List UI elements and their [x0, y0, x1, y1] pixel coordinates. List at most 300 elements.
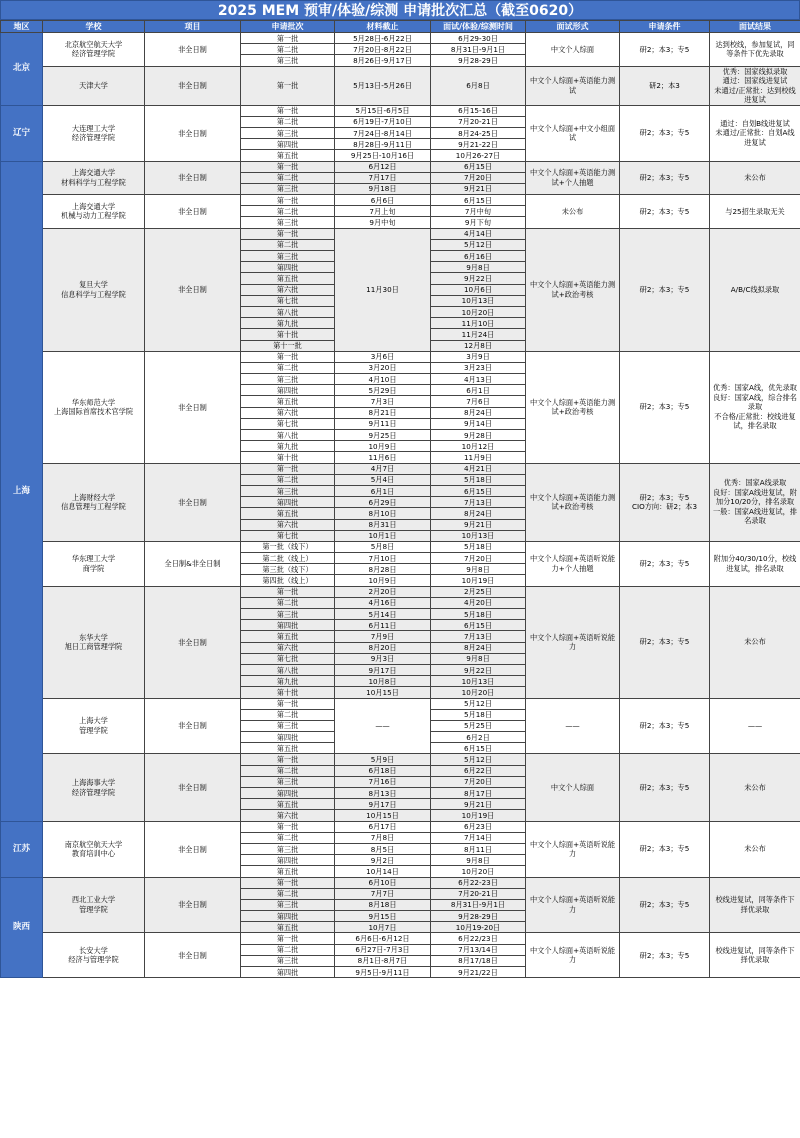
program-cell: 非全日制 — [145, 228, 241, 351]
header-region: 地区 — [1, 21, 43, 33]
batch-cell: 第三批 — [241, 720, 335, 731]
school-cell: 北京航空航天大学 经济管理学院 — [43, 33, 145, 67]
interview-time-cell: 9月28-29日 — [431, 55, 526, 66]
region-cell: 辽宁 — [1, 105, 43, 161]
batch-cell: 第七批 — [241, 653, 335, 664]
interview-time-cell: 6月15日 — [431, 743, 526, 754]
interview-time-cell: 11月24日 — [431, 329, 526, 340]
batch-cell: 第十一批 — [241, 340, 335, 351]
deadline-cell: 6月1日 — [335, 485, 431, 496]
batch-cell: 第五批 — [241, 922, 335, 933]
region-cell: 北京 — [1, 33, 43, 106]
deadline-cell: 10月9日 — [335, 441, 431, 452]
batch-cell: 第九批 — [241, 441, 335, 452]
interview-time-cell: 9月14日 — [431, 418, 526, 429]
conditions-cell: 研2；本3；专5 — [620, 541, 710, 586]
interview-form-cell: 中文个人综面+英语能力测试+个人抽题 — [526, 161, 620, 195]
deadline-cell: 10月1日 — [335, 530, 431, 541]
batch-cell: 第三批（线下） — [241, 564, 335, 575]
interview-time-cell: 8月31日-9月1日 — [431, 44, 526, 55]
deadline-cell: 8月31日 — [335, 519, 431, 530]
batch-cell: 第四批 — [241, 855, 335, 866]
interview-form-cell: 中文个人综面+英语能力测试+政治考核 — [526, 228, 620, 351]
interview-time-cell: 7月20日 — [431, 172, 526, 183]
interview-form-cell: 中文个人综面+英语能力测试+政治考核 — [526, 463, 620, 541]
deadline-cell: 10月8日 — [335, 676, 431, 687]
interview-form-cell: 中文个人综面+英语听说能力 — [526, 933, 620, 978]
interview-time-cell: 7月20日 — [431, 776, 526, 787]
deadline-cell: 7月上旬 — [335, 206, 431, 217]
batch-cell: 第八批 — [241, 430, 335, 441]
deadline-cell: 9月2日 — [335, 855, 431, 866]
batch-cell: 第四批 — [241, 385, 335, 396]
batch-cell: 第三批 — [241, 251, 335, 262]
table-row — [1, 586, 800, 597]
batch-cell: 第六批 — [241, 519, 335, 530]
conditions-cell: 研2；本3；专5 — [620, 33, 710, 67]
batch-cell: 第三批 — [241, 485, 335, 496]
result-cell: —— — [710, 698, 800, 754]
program-cell: 非全日制 — [145, 351, 241, 463]
batch-cell: 第三批 — [241, 899, 335, 910]
interview-time-cell: 8月11日 — [431, 843, 526, 854]
interview-time-cell: 6月22日 — [431, 765, 526, 776]
interview-time-cell: 6月22/23日 — [431, 933, 526, 944]
deadline-cell: 7月3日 — [335, 396, 431, 407]
deadline-cell: 4月16日 — [335, 597, 431, 608]
table-row — [1, 105, 800, 116]
deadline-cell: 9月11日 — [335, 418, 431, 429]
batch-cell: 第十批 — [241, 452, 335, 463]
interview-time-cell: 7月13日 — [431, 497, 526, 508]
interview-time-cell: 6月2日 — [431, 732, 526, 743]
result-cell: 通过：自划B线进复试 未通过/正常批：自划A线进复试 — [710, 105, 800, 161]
interview-time-cell: 5月12日 — [431, 239, 526, 250]
school-cell: 东华大学 旭日工商管理学院 — [43, 586, 145, 698]
school-cell: 华东师范大学 上海国际首席技术官学院 — [43, 351, 145, 463]
batch-cell: 第一批 — [241, 228, 335, 239]
conditions-cell: 研2；本3；专5 — [620, 586, 710, 698]
conditions-cell: 研2；本3；专5 — [620, 161, 710, 195]
deadline-cell: 6月12日 — [335, 161, 431, 172]
deadline-cell: 10月7日 — [335, 922, 431, 933]
region-cell: 陕西 — [1, 877, 43, 978]
deadline-cell: 8月28日 — [335, 564, 431, 575]
batch-cell: 第二批 — [241, 172, 335, 183]
deadline-cell: 6月6日 — [335, 195, 431, 206]
result-cell: 优秀：国家A线录取 良好：国家A线进复试，附加分10/20分，排名录取 一般：国家A线进复试，排名录取 — [710, 463, 800, 541]
table-row — [1, 33, 800, 44]
interview-time-cell: 6月22-23日 — [431, 877, 526, 888]
interview-time-cell: 8月24日 — [431, 508, 526, 519]
interview-time-cell: 9月21日 — [431, 519, 526, 530]
interview-time-cell: 9月21-22日 — [431, 139, 526, 150]
deadline-cell: 8月20日 — [335, 642, 431, 653]
result-cell: A/B/C线拟录取 — [710, 228, 800, 351]
interview-time-cell: 10月26-27日 — [431, 150, 526, 161]
school-cell: 复旦大学 信息科学与工程学院 — [43, 228, 145, 351]
interview-time-cell: 9月22日 — [431, 273, 526, 284]
batch-cell: 第九批 — [241, 676, 335, 687]
batch-cell: 第一批 — [241, 933, 335, 944]
interview-time-cell: 6月15日 — [431, 485, 526, 496]
deadline-cell: 7月17日 — [335, 172, 431, 183]
deadline-cell: 6月6日-6月12日 — [335, 933, 431, 944]
deadline-cell: 8月26日-9月17日 — [335, 55, 431, 66]
program-cell: 全日制&非全日制 — [145, 541, 241, 586]
deadline-cell: 9月25日-10月16日 — [335, 150, 431, 161]
interview-time-cell: 5月18日 — [431, 541, 526, 552]
batch-cell: 第一批 — [241, 821, 335, 832]
school-cell: 上海海事大学 经济管理学院 — [43, 754, 145, 821]
batch-cell: 第四批 — [241, 262, 335, 273]
table-row — [1, 754, 800, 765]
table-row — [1, 195, 800, 206]
conditions-cell: 研2；本3；专5 — [620, 821, 710, 877]
interview-time-cell: 10月20日 — [431, 687, 526, 698]
batch-cell: 第三批 — [241, 55, 335, 66]
header-program: 项目 — [145, 21, 241, 33]
program-cell: 非全日制 — [145, 33, 241, 67]
interview-form-cell: 中文个人综面 — [526, 754, 620, 821]
batch-cell: 第一批 — [241, 463, 335, 474]
deadline-cell: 11月6日 — [335, 452, 431, 463]
interview-time-cell: 10月6日 — [431, 284, 526, 295]
deadline-cell: 10月15日 — [335, 810, 431, 821]
interview-time-cell: 8月31日-9月1日 — [431, 899, 526, 910]
deadline-cell: —— — [335, 698, 431, 754]
program-cell: 非全日制 — [145, 821, 241, 877]
batch-cell: 第六批 — [241, 810, 335, 821]
deadline-cell: 5月4日 — [335, 474, 431, 485]
batch-cell: 第五批 — [241, 273, 335, 284]
result-cell: 校线进复试，同等条件下择优录取 — [710, 933, 800, 978]
region-cell: 上海 — [1, 161, 43, 821]
batch-cell: 第一批 — [241, 161, 335, 172]
batch-cell: 第七批 — [241, 295, 335, 306]
interview-time-cell: 10月20日 — [431, 866, 526, 877]
batch-cell: 第四批 — [241, 732, 335, 743]
deadline-cell: 6月18日 — [335, 765, 431, 776]
deadline-cell: 10月9日 — [335, 575, 431, 586]
interview-time-cell: 8月24-25日 — [431, 127, 526, 138]
interview-time-cell: 6月15-16日 — [431, 105, 526, 116]
deadline-cell: 11月30日 — [335, 228, 431, 351]
batch-cell: 第四批 — [241, 497, 335, 508]
conditions-cell: 研2；本3；专5 — [620, 228, 710, 351]
interview-form-cell: 中文个人综面+中文小组面试 — [526, 105, 620, 161]
interview-time-cell: 5月12日 — [431, 754, 526, 765]
interview-time-cell: 10月19日 — [431, 575, 526, 586]
result-cell: 未公布 — [710, 754, 800, 821]
deadline-cell: 7月8日 — [335, 832, 431, 843]
batch-cell: 第二批 — [241, 362, 335, 373]
interview-form-cell: 中文个人综面+英语听说能力+个人抽题 — [526, 541, 620, 586]
interview-time-cell: 3月23日 — [431, 362, 526, 373]
table-row — [1, 228, 800, 239]
interview-time-cell: 10月13日 — [431, 295, 526, 306]
table-row — [1, 821, 800, 832]
batch-cell: 第六批 — [241, 284, 335, 295]
batch-cell: 第一批 — [241, 586, 335, 597]
interview-time-cell: 9月22日 — [431, 664, 526, 675]
interview-time-cell: 7月20-21日 — [431, 116, 526, 127]
conditions-cell: 研2；本3；专5 CIO方向：研2；本3 — [620, 463, 710, 541]
deadline-cell: 9月15日 — [335, 911, 431, 922]
deadline-cell: 8月13日 — [335, 788, 431, 799]
program-cell: 非全日制 — [145, 66, 241, 105]
interview-time-cell: 3月9日 — [431, 351, 526, 362]
deadline-cell: 5月29日 — [335, 385, 431, 396]
batch-cell: 第一批 — [241, 33, 335, 44]
deadline-cell: 8月10日 — [335, 508, 431, 519]
interview-form-cell: —— — [526, 698, 620, 754]
batch-cell: 第六批 — [241, 642, 335, 653]
batch-cell: 第二批 — [241, 206, 335, 217]
interview-time-cell: 10月19-20日 — [431, 922, 526, 933]
batch-cell: 第二批（线上） — [241, 553, 335, 564]
deadline-cell: 5月8日 — [335, 541, 431, 552]
page-title: 2025 MEM 预审/体验/综测 申请批次汇总（截至0620） — [0, 0, 800, 20]
deadline-cell: 8月21日 — [335, 407, 431, 418]
batch-cell: 第七批 — [241, 530, 335, 541]
interview-time-cell: 9月21日 — [431, 799, 526, 810]
batch-cell: 第四批 — [241, 139, 335, 150]
interview-time-cell: 4月13日 — [431, 374, 526, 385]
result-cell: 达到校线，参加复试，同等条件下优先录取 — [710, 33, 800, 67]
interview-time-cell: 8月17日 — [431, 788, 526, 799]
deadline-cell: 6月27日-7月3日 — [335, 944, 431, 955]
school-cell: 南京航空航天大学 教育培训中心 — [43, 821, 145, 877]
batch-cell: 第三批 — [241, 183, 335, 194]
batch-cell: 第五批 — [241, 866, 335, 877]
header-row — [1, 21, 800, 33]
batch-cell: 第二批 — [241, 597, 335, 608]
table-row — [1, 161, 800, 172]
result-cell: 优秀：国家A线，优先录取 良好：国家A线，综合排名录取 不合格/正常批：校线进复试，排名录取 — [710, 351, 800, 463]
header-interview-form: 面试形式 — [526, 21, 620, 33]
conditions-cell: 研2；本3；专5 — [620, 698, 710, 754]
conditions-cell: 研2；本3；专5 — [620, 754, 710, 821]
deadline-cell: 9月3日 — [335, 653, 431, 664]
interview-time-cell: 2月25日 — [431, 586, 526, 597]
interview-time-cell: 12月8日 — [431, 340, 526, 351]
interview-time-cell: 5月18日 — [431, 474, 526, 485]
deadline-cell: 7月9日 — [335, 631, 431, 642]
deadline-cell: 7月20日-8月22日 — [335, 44, 431, 55]
batch-cell: 第七批 — [241, 418, 335, 429]
interview-time-cell: 9月8日 — [431, 855, 526, 866]
batch-cell: 第三批 — [241, 609, 335, 620]
batch-cell: 第四批 — [241, 620, 335, 631]
batch-cell: 第三批 — [241, 217, 335, 228]
school-cell: 上海大学 管理学院 — [43, 698, 145, 754]
batch-table — [0, 20, 800, 978]
program-cell: 非全日制 — [145, 933, 241, 978]
interview-time-cell: 6月15日 — [431, 620, 526, 631]
deadline-cell: 3月20日 — [335, 362, 431, 373]
interview-time-cell: 5月12日 — [431, 698, 526, 709]
interview-time-cell: 6月15日 — [431, 195, 526, 206]
interview-time-cell: 10月20日 — [431, 306, 526, 317]
program-cell: 非全日制 — [145, 586, 241, 698]
interview-time-cell: 9月8日 — [431, 653, 526, 664]
deadline-cell: 8月5日 — [335, 843, 431, 854]
table-body — [1, 33, 800, 978]
interview-time-cell: 9月8日 — [431, 564, 526, 575]
interview-time-cell: 9月28-29日 — [431, 911, 526, 922]
batch-cell: 第四批 — [241, 967, 335, 978]
school-cell: 长安大学 经济与管理学院 — [43, 933, 145, 978]
batch-cell: 第八批 — [241, 306, 335, 317]
interview-time-cell: 10月13日 — [431, 676, 526, 687]
batch-cell: 第十批 — [241, 329, 335, 340]
batch-cell: 第三批 — [241, 955, 335, 966]
interview-time-cell: 6月29-30日 — [431, 33, 526, 44]
deadline-cell: 9月17日 — [335, 799, 431, 810]
batch-cell: 第二批 — [241, 888, 335, 899]
interview-time-cell: 9月8日 — [431, 262, 526, 273]
conditions-cell: 研2；本3；专5 — [620, 351, 710, 463]
result-cell: 未公布 — [710, 821, 800, 877]
batch-cell: 第五批 — [241, 743, 335, 754]
result-cell: 未公布 — [710, 586, 800, 698]
batch-cell: 第一批 — [241, 195, 335, 206]
deadline-cell: 6月29日 — [335, 497, 431, 508]
interview-time-cell: 8月24日 — [431, 407, 526, 418]
interview-time-cell: 4月21日 — [431, 463, 526, 474]
batch-cell: 第十批 — [241, 687, 335, 698]
program-cell: 非全日制 — [145, 105, 241, 161]
interview-form-cell: 中文个人综面+英语能力测试+政治考核 — [526, 351, 620, 463]
interview-time-cell: 8月24日 — [431, 642, 526, 653]
deadline-cell: 7月7日 — [335, 888, 431, 899]
batch-cell: 第二批 — [241, 44, 335, 55]
deadline-cell: 8月28日-9月11日 — [335, 139, 431, 150]
deadline-cell: 5月15日-6月5日 — [335, 105, 431, 116]
batch-cell: 第八批 — [241, 664, 335, 675]
deadline-cell: 7月16日 — [335, 776, 431, 787]
table-row — [1, 66, 800, 105]
deadline-cell: 7月10日 — [335, 553, 431, 564]
batch-cell: 第一批 — [241, 351, 335, 362]
batch-cell: 第四批 — [241, 911, 335, 922]
deadline-cell: 9月17日 — [335, 664, 431, 675]
interview-time-cell: 7月13日 — [431, 631, 526, 642]
deadline-cell: 8月1日-8月7日 — [335, 955, 431, 966]
batch-cell: 第一批 — [241, 105, 335, 116]
interview-time-cell: 4月20日 — [431, 597, 526, 608]
batch-cell: 第三批 — [241, 843, 335, 854]
table-row — [1, 933, 800, 944]
program-cell: 非全日制 — [145, 195, 241, 229]
school-cell: 大连理工大学 经济管理学院 — [43, 105, 145, 161]
deadline-cell: 9月中旬 — [335, 217, 431, 228]
interview-time-cell: 7月20-21日 — [431, 888, 526, 899]
table-row — [1, 351, 800, 362]
header-interview-time: 面试/体验/综测时间 — [431, 21, 526, 33]
interview-time-cell: 6月1日 — [431, 385, 526, 396]
interview-time-cell: 10月19日 — [431, 810, 526, 821]
conditions-cell: 研2；本3；专5 — [620, 105, 710, 161]
batch-cell: 第五批 — [241, 150, 335, 161]
batch-cell: 第三批 — [241, 374, 335, 385]
school-cell: 西北工业大学 管理学院 — [43, 877, 145, 933]
batch-cell: 第二批 — [241, 765, 335, 776]
table-row — [1, 877, 800, 888]
header-result: 面试结果 — [710, 21, 800, 33]
interview-time-cell: 11月10日 — [431, 318, 526, 329]
interview-time-cell: 11月9日 — [431, 452, 526, 463]
interview-form-cell: 中文个人综面+英语听说能力 — [526, 586, 620, 698]
school-cell: 上海交通大学 材料科学与工程学院 — [43, 161, 145, 195]
batch-cell: 第二批 — [241, 474, 335, 485]
batch-cell: 第五批 — [241, 799, 335, 810]
program-cell: 非全日制 — [145, 754, 241, 821]
batch-cell: 第五批 — [241, 631, 335, 642]
batch-cell: 第三批 — [241, 776, 335, 787]
batch-cell: 第一批（线下） — [241, 541, 335, 552]
deadline-cell: 8月18日 — [335, 899, 431, 910]
deadline-cell: 6月17日 — [335, 821, 431, 832]
batch-cell: 第二批 — [241, 709, 335, 720]
interview-time-cell: 9月下旬 — [431, 217, 526, 228]
batch-cell: 第一批 — [241, 877, 335, 888]
interview-time-cell: 5月18日 — [431, 609, 526, 620]
interview-time-cell: 9月21日 — [431, 183, 526, 194]
interview-form-cell: 中文个人综面+英语听说能力 — [526, 821, 620, 877]
batch-cell: 第四批 — [241, 788, 335, 799]
result-cell: 优秀：国家线拟录取 通过：国家线进复试 未通过/正常批：达到校线进复试 — [710, 66, 800, 105]
interview-time-cell: 7月中旬 — [431, 206, 526, 217]
interview-form-cell: 中文个人综面+英语能力测试 — [526, 66, 620, 105]
interview-time-cell: 6月23日 — [431, 821, 526, 832]
batch-cell: 第一批 — [241, 754, 335, 765]
deadline-cell: 9月25日 — [335, 430, 431, 441]
program-cell: 非全日制 — [145, 463, 241, 541]
deadline-cell: 9月5日-9月11日 — [335, 967, 431, 978]
header-batch: 申请批次 — [241, 21, 335, 33]
batch-cell: 第一批 — [241, 698, 335, 709]
batch-cell: 第三批 — [241, 127, 335, 138]
header-conditions: 申请条件 — [620, 21, 710, 33]
deadline-cell: 10月15日 — [335, 687, 431, 698]
deadline-cell: 6月19日-7月10日 — [335, 116, 431, 127]
batch-cell: 第二批 — [241, 944, 335, 955]
interview-time-cell: 10月13日 — [431, 530, 526, 541]
school-cell: 华东理工大学 商学院 — [43, 541, 145, 586]
region-cell: 江苏 — [1, 821, 43, 877]
school-cell: 上海交通大学 机械与动力工程学院 — [43, 195, 145, 229]
deadline-cell: 5月28日-6月22日 — [335, 33, 431, 44]
conditions-cell: 研2；本3；专5 — [620, 933, 710, 978]
batch-cell: 第五批 — [241, 508, 335, 519]
deadline-cell: 5月9日 — [335, 754, 431, 765]
deadline-cell: 6月10日 — [335, 877, 431, 888]
interview-time-cell: 5月25日 — [431, 720, 526, 731]
batch-cell: 第二批 — [241, 832, 335, 843]
deadline-cell: 10月14日 — [335, 866, 431, 877]
deadline-cell: 5月14日 — [335, 609, 431, 620]
interview-time-cell: 6月15日 — [431, 161, 526, 172]
interview-time-cell: 7月6日 — [431, 396, 526, 407]
result-cell: 附加分40/30/10分，校线进复试，排名录取 — [710, 541, 800, 586]
header-school: 学校 — [43, 21, 145, 33]
result-cell: 未公布 — [710, 161, 800, 195]
interview-time-cell: 5月18日 — [431, 709, 526, 720]
interview-time-cell: 7月20日 — [431, 553, 526, 564]
program-cell: 非全日制 — [145, 877, 241, 933]
